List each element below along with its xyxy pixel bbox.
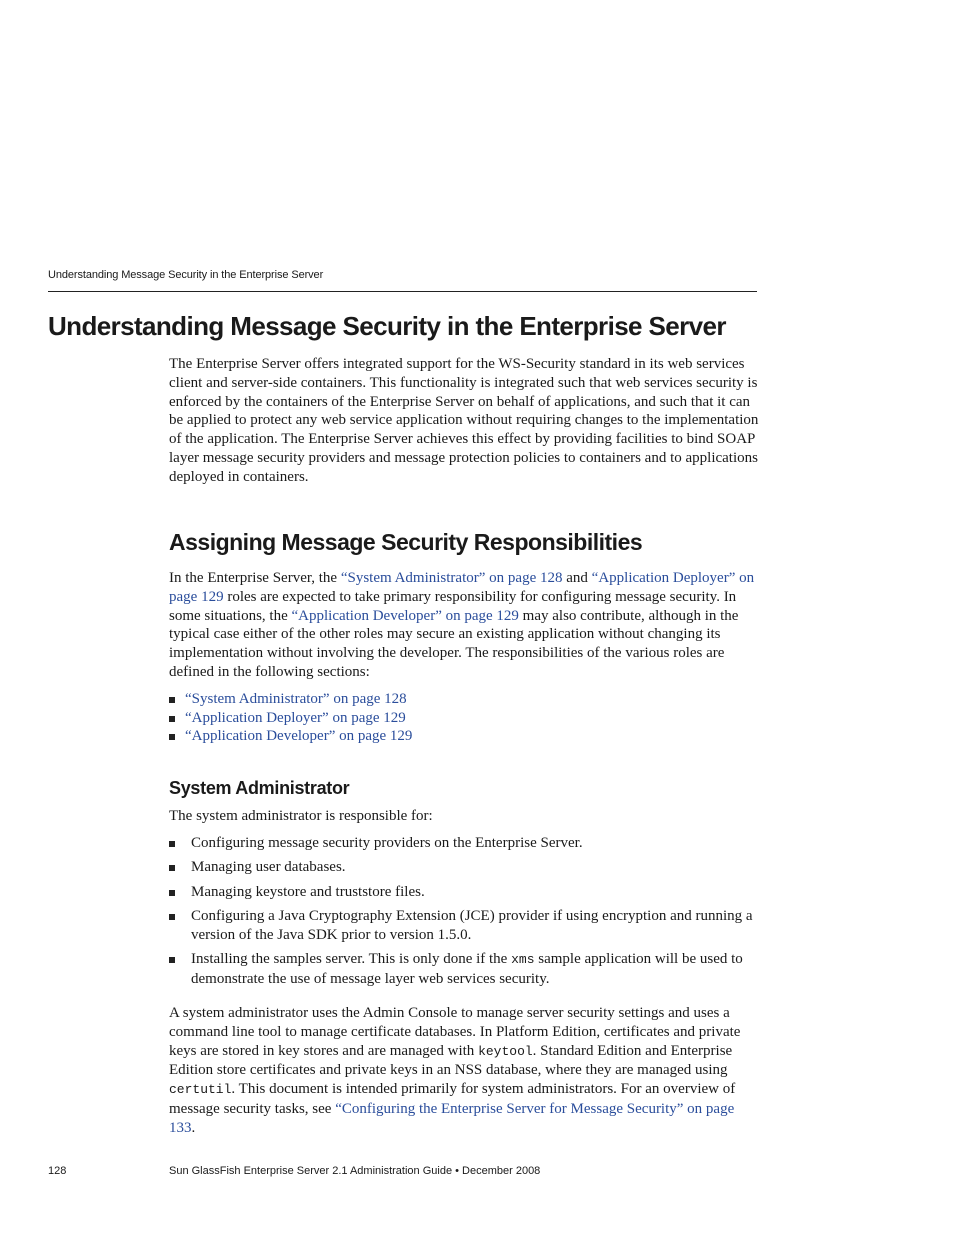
list-item	[169, 883, 759, 902]
duty-text: Configuring message security providers on the Enterprise Server.	[191, 835, 583, 851]
code-certutil: certutil	[169, 1082, 232, 1098]
list-item	[169, 834, 759, 853]
page-number: 128	[48, 1165, 67, 1177]
square-bullet-icon	[169, 841, 175, 847]
duty-text: Installing the samples server. This is only done if the	[191, 951, 512, 968]
list-item	[169, 907, 759, 945]
application-deployer-link[interactable]: “Application Deployer” on page 129	[169, 570, 755, 605]
sa-overview-section	[169, 1004, 759, 1138]
square-bullet-icon	[169, 734, 175, 740]
footer-title: Sun GlassFish Enterprise Server 2.1 Administration Guide • December 2008	[169, 1165, 541, 1177]
role-link-system-administrator[interactable]: “System Administrator” on page 128	[185, 691, 407, 707]
running-header: Understanding Message Security in the Enterprise Server	[48, 269, 324, 281]
roles-text-2: and	[562, 570, 592, 586]
roles-text-1: In the Enterprise Server, the	[169, 570, 341, 586]
duty-text: sample application will be used to demonstrate the use of message layer web services security.	[191, 951, 743, 988]
duty-text: Managing user databases.	[191, 859, 346, 876]
square-bullet-icon	[169, 697, 175, 703]
square-bullet-icon	[169, 890, 175, 896]
sa-intro-section	[169, 807, 759, 826]
roles-paragraph	[169, 569, 759, 682]
roles-text-3: roles are expected to take primary responsibility for configuring message security. In some situations, the	[169, 588, 737, 624]
configuring-message-security-link[interactable]: “Configuring the Enterprise Server for Message Security” on page 133	[169, 1100, 735, 1136]
section-heading: Assigning Message Security Responsibilities	[169, 529, 643, 555]
square-bullet-icon	[169, 865, 175, 871]
list-item	[169, 950, 759, 989]
application-developer-link[interactable]: “Application Developer” on page 129	[291, 607, 519, 624]
duty-text: Configuring a Java Cryptography Extension (JCE) provider if using encryption and running a version of the Java SDK prior to version 1.5.0.	[191, 908, 753, 943]
system-administrator-link[interactable]: “System Administrator” on page 128	[340, 570, 563, 586]
roles-text-4: may also contribute, although in the typical case either of the other roles may secure an existing application without changing its implementation without involving the developer. The responsibilities of the various roles are defined in the following sections:	[169, 607, 739, 680]
intro-paragraph: The Enterprise Server offers integrated support for the WS-Security standard in its web services client and server-side containers. This functionality is integrated such that web services security is enforced by the containers of the Enterprise Server on behalf of applications, and such that it can be applied to protect any web service application without requiring changes to the implementation of the application. The Enterprise Server achieves this effect by providing facilities to bind SOAP layer message security providers and message protection policies to containers and to applications deployed in containers.	[169, 356, 759, 485]
square-bullet-icon	[169, 914, 175, 920]
sa-text-1: A system administrator uses the Admin Console to manage server security settings and uses a command line tool to manage certificate databases. In Platform Edition, certificates and private keys are stored in key stores and are managed with	[169, 1005, 741, 1059]
code-xms: xms	[511, 952, 535, 968]
list-item	[169, 690, 412, 709]
sa-text-3: . This document is intended primarily for system administrators. For an overview of message security tasks, see	[169, 1081, 736, 1117]
intro-section	[169, 355, 759, 487]
list-item	[169, 727, 412, 746]
role-links-list	[169, 690, 412, 746]
page-title: Understanding Message Security in the Enterprise Server	[48, 311, 726, 341]
role-link-application-deployer[interactable]: “Application Deployer” on page 129	[185, 709, 406, 726]
sa-text-2: . Standard Edition and Enterprise Edition store certificates and private keys in an NSS database, where they are managed using	[169, 1042, 733, 1079]
role-link-application-developer[interactable]: “Application Developer” on page 129	[185, 728, 413, 745]
sa-overview-paragraph	[169, 1004, 759, 1138]
square-bullet-icon	[169, 716, 175, 722]
list-item	[169, 858, 759, 877]
sa-intro-paragraph: The system administrator is responsible for:	[169, 808, 433, 824]
sa-text-4: .	[191, 1119, 196, 1136]
square-bullet-icon	[169, 957, 175, 963]
roles-section	[169, 569, 759, 682]
subsection-heading: System Administrator	[169, 778, 350, 798]
sa-duties-list	[169, 834, 759, 995]
header-rule	[48, 291, 757, 292]
duty-text: Managing keystore and truststore files.	[191, 883, 425, 900]
list-item	[169, 709, 412, 728]
code-keytool: keytool	[478, 1043, 533, 1059]
